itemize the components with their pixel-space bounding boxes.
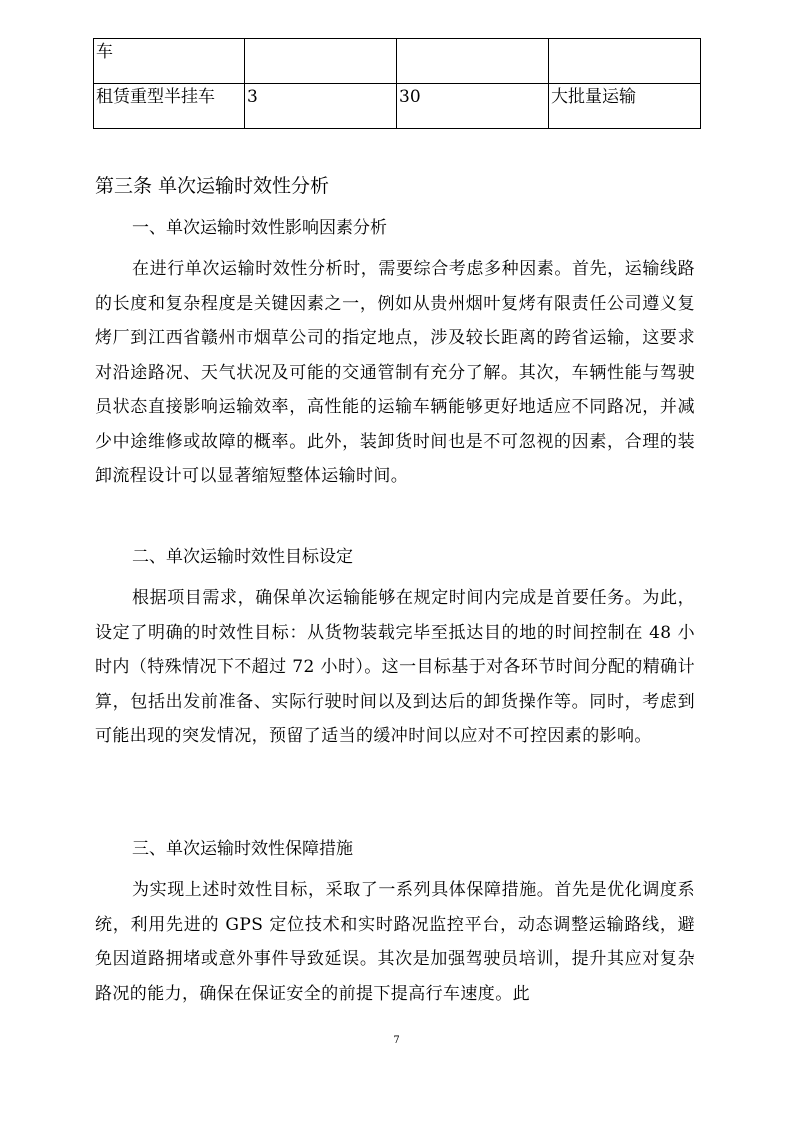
table-cell: 30 <box>397 84 549 129</box>
section-paragraph: 在进行单次运输时效性分析时，需要综合考虑多种因素。首先，运输线路的长度和复杂程度是关键因素之一，例如从贵州烟叶复烤有限责任公司遵义复烤厂到江西省赣州市烟草公司的指定地点，涉及较长距离的跨省运输，这要求对沿途路况、天气状况及可能的交通管制有充分了解。其次，车辆性能与驾驶员状态直接影响运输效率，高性能的运输车辆能够更好地适应不同路况，并减少中途维修或故障的概率。此外，装卸货时间也是不可忽视的因素，合理的装卸流程设计可以显著缩短整体运输时间。 <box>95 259 695 486</box>
section-heading: 三、单次运输时效性保障措施 <box>132 839 353 859</box>
table-cell <box>549 39 701 84</box>
table-cell <box>245 39 397 84</box>
section-heading: 一、单次运输时效性影响因素分析 <box>132 218 387 238</box>
table-cell: 3 <box>245 84 397 129</box>
table-cell <box>397 39 549 84</box>
vehicle-table <box>93 38 701 129</box>
section-paragraph: 根据项目需求，确保单次运输能够在规定时间内完成是首要任务。为此，设定了明确的时效性目标：从货物装载完毕至抵达目的地的时间控制在 48 小时内（特殊情况下不超过 72 小时）。这一目标基于对各环节时间分配的精确计算，包括出发前准备、实际行驶时间以及到达后的卸货操作等。同时，考虑到可能出现的突发情况，预留了适当的缓冲时间以应对不可控因素的影响。 <box>95 588 695 746</box>
table-row <box>94 39 701 84</box>
article-title: 第三条 单次运输时效性分析 <box>95 175 330 197</box>
table-row <box>94 84 701 129</box>
section-paragraph: 为实现上述时效性目标，采取了一系列具体保障措施。首先是优化调度系统，利用先进的 GPS 定位技术和实时路况监控平台，动态调整运输路线，避免因道路拥堵或意外事件导致延误。其次是加强驾驶员培训，提升其应对复杂路况的能力，确保在保证安全的前提下提高行车速度。此 <box>95 880 695 1004</box>
page-number: 7 <box>393 1035 400 1046</box>
table-cell: 车 <box>94 39 245 84</box>
section-heading: 二、单次运输时效性目标设定 <box>132 547 353 567</box>
table-cell: 租赁重型半挂车 <box>94 84 245 129</box>
table-cell: 大批量运输 <box>549 84 701 129</box>
